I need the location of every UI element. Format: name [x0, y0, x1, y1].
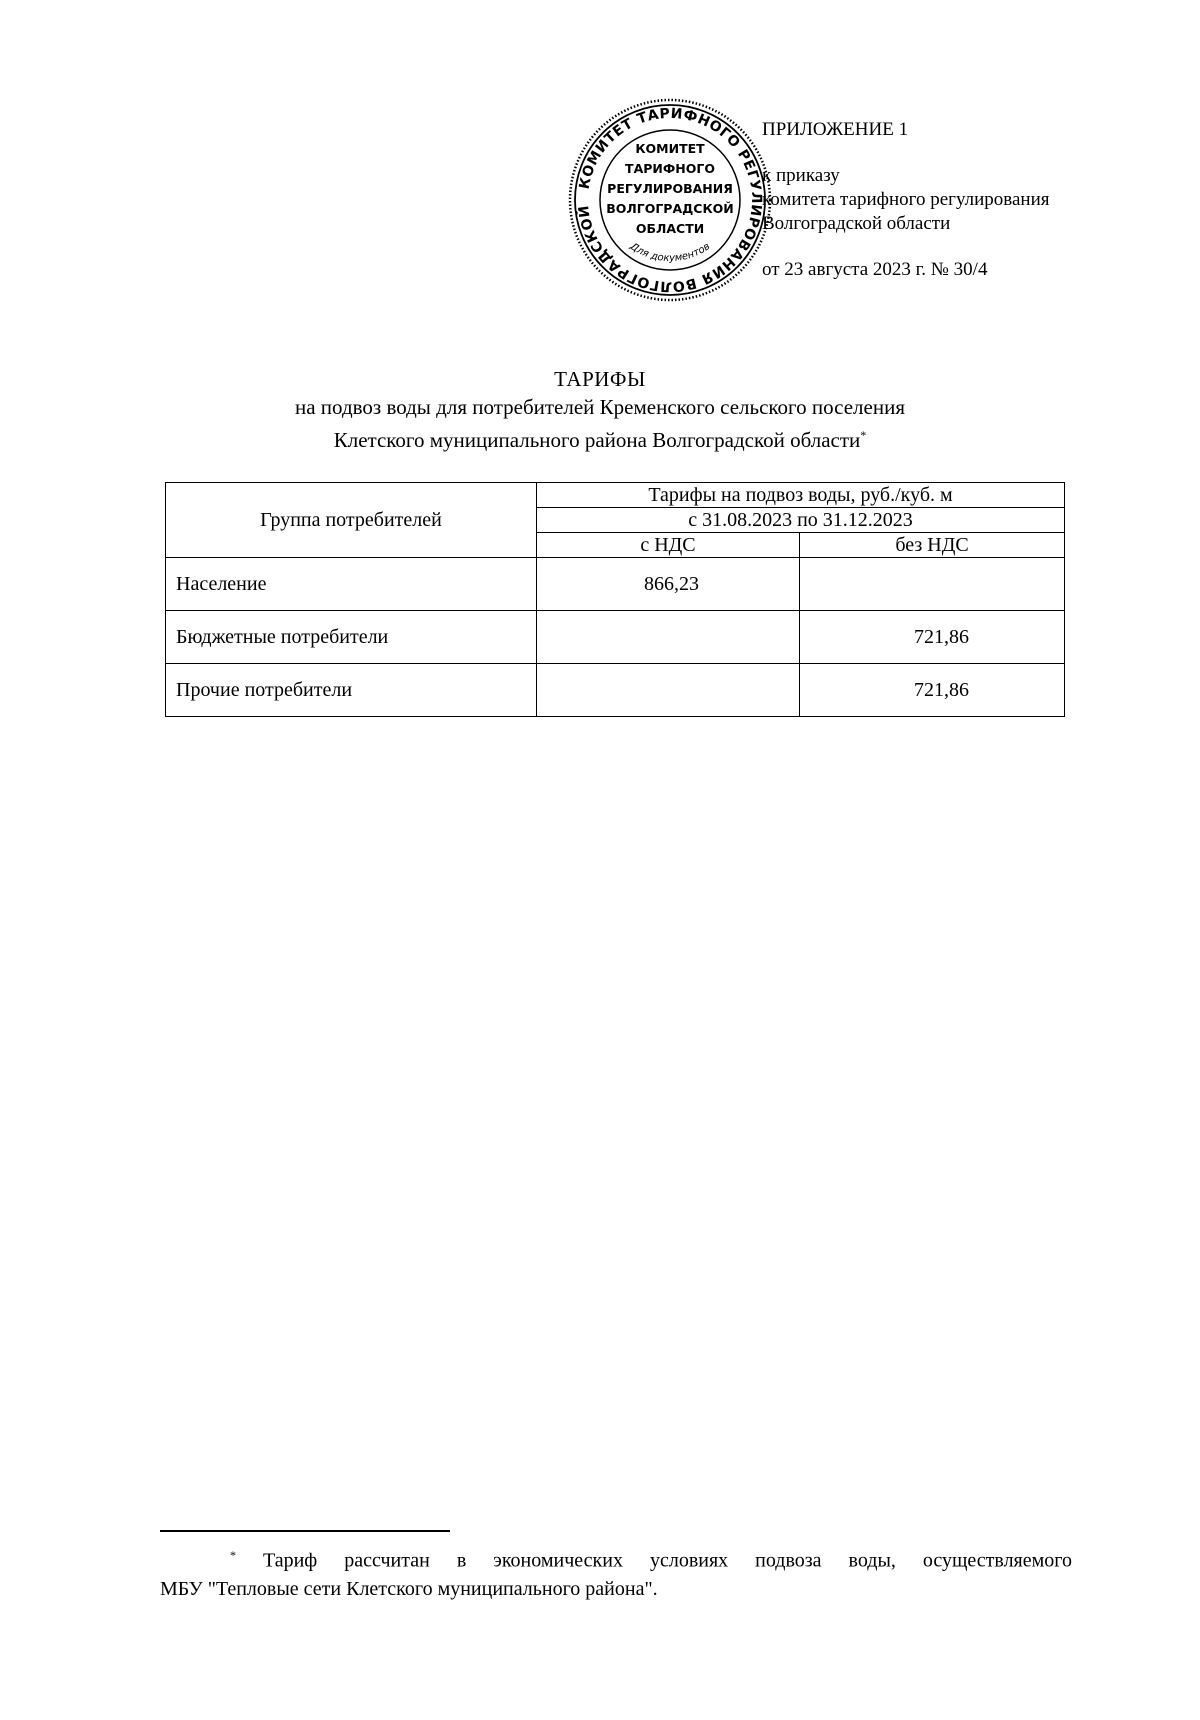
cell-novat: [800, 558, 1065, 611]
cell-vat: 866,23: [537, 558, 800, 611]
footnote-mark: *: [230, 1548, 236, 1562]
document-heading: [0, 365, 1200, 454]
footnote-line2: МБУ "Тепловые сети Клетского муниципального района".: [160, 1577, 658, 1600]
svg-text:Для документов: [627, 241, 712, 265]
table-row: [166, 558, 1065, 611]
appendix-title: ПРИЛОЖЕНИЕ 1: [762, 119, 909, 140]
document-subtitle-line1: на подвоз воды для потребителей Кременского сельского поселения: [295, 395, 905, 419]
seal-inner-line: РЕГУЛИРОВАНИЯ: [607, 181, 733, 196]
table-row: [166, 611, 1065, 664]
seal-bottom-text: Для документов: [627, 241, 713, 265]
table-header-row: [166, 483, 1065, 508]
official-seal: [565, 95, 775, 305]
seal-outer-text: КОМИТЕТ ТАРИФНОГО РЕГУЛИРОВАНИЯ ВОЛГОГРАДСКОЙ: [576, 105, 765, 295]
header-novat: без НДС: [800, 533, 1065, 558]
footnote-marker: *: [860, 428, 867, 442]
cell-novat: 721,86: [800, 611, 1065, 664]
cell-group: Прочие потребители: [166, 664, 537, 717]
seal-inner-line: КОМИТЕТ: [635, 141, 705, 156]
subtitle-text: Клетского муниципального района Волгоградской области: [333, 428, 861, 452]
header-period: с 31.08.2023 по 31.12.2023: [537, 508, 1065, 533]
seal-inner-line: ВОЛГОГРАДСКОЙ: [606, 201, 734, 216]
appendix-line: Волгоградской области: [762, 213, 951, 234]
appendix-date: от 23 августа 2023 г. № 30/4: [762, 259, 988, 280]
document-subtitle-line2: [0, 421, 1200, 454]
appendix-header: [762, 118, 1050, 282]
cell-vat: [537, 611, 800, 664]
document-title: ТАРИФЫ: [554, 367, 646, 391]
cell-group: Население: [166, 558, 537, 611]
seal-inner-line: ТАРИФНОГО: [625, 161, 715, 176]
footnote: [160, 1541, 1072, 1603]
header-group: Группа потребителей: [166, 483, 537, 558]
cell-vat: [537, 664, 800, 717]
footnote-text: Тариф рассчитан в экономических условиях подвоза воды, осуществляемого: [263, 1549, 1072, 1572]
footnote-line1: [160, 1541, 1072, 1575]
cell-novat: 721,86: [800, 664, 1065, 717]
tariff-table: [165, 482, 1065, 717]
appendix-line: комитета тарифного регулирования: [762, 189, 1050, 210]
header-vat: с НДС: [537, 533, 800, 558]
table-row: [166, 664, 1065, 717]
footnote-divider: [160, 1530, 450, 1532]
seal-graphic: [565, 95, 775, 305]
appendix-line: к приказу: [762, 165, 840, 186]
seal-inner-line: ОБЛАСТИ: [635, 221, 705, 236]
header-tariff: Тарифы на подвоз воды, руб./куб. м: [537, 483, 1065, 508]
cell-group: Бюджетные потребители: [166, 611, 537, 664]
